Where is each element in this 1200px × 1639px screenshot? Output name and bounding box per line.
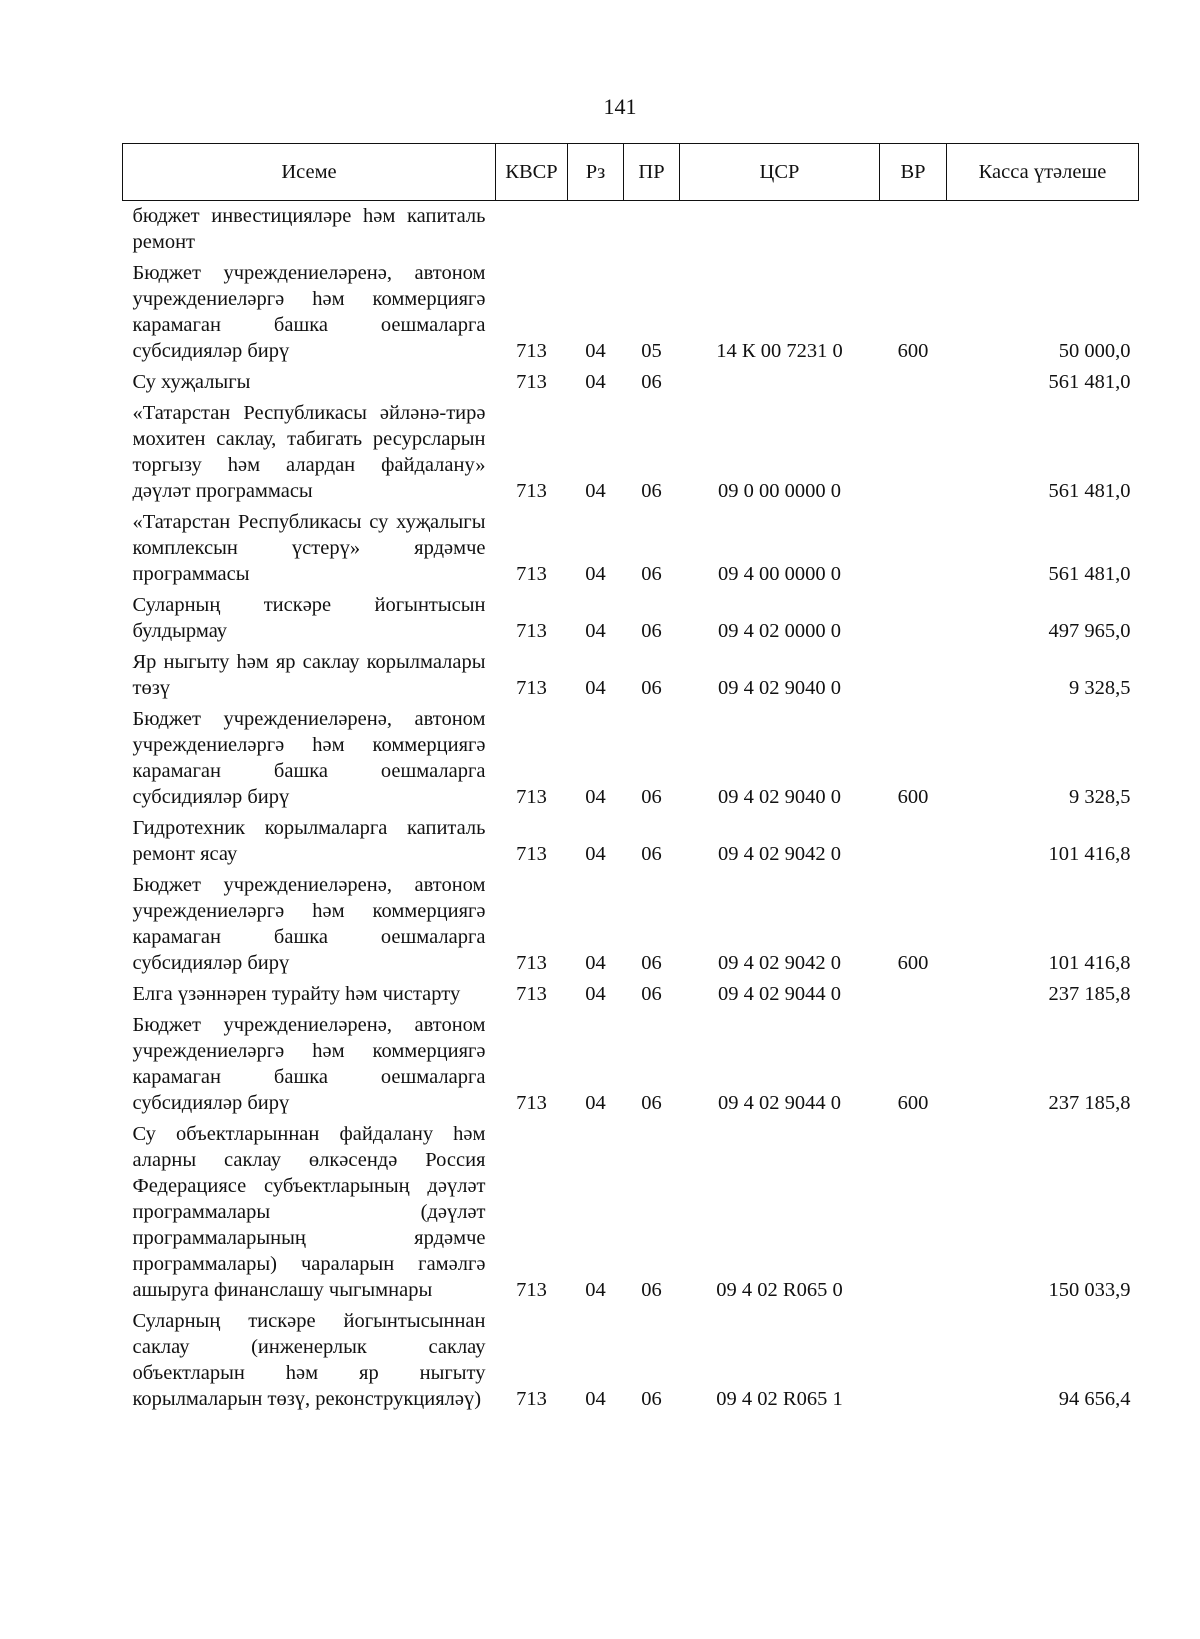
- header-vr: ВР: [880, 144, 947, 201]
- row-name: Бюджет учреждениеләренә, автоном учреждениеләргә һәм коммерциягә карамаган башка оешмаларга субсидияләр бирү: [132, 874, 486, 974]
- header-name: Исеме: [123, 144, 496, 201]
- row-pr: 06: [641, 563, 662, 585]
- row-name: «Татарстан Республикасы су хуҗалыгы комплексын үстерү» ярдәмче программасы: [132, 511, 486, 585]
- row-vr: [880, 590, 947, 647]
- row-kvsr: 713: [516, 480, 547, 502]
- table-header: [123, 144, 1139, 201]
- row-rz: 04: [585, 677, 606, 699]
- row-kvsr: 713: [516, 1388, 547, 1410]
- row-rz: 04: [585, 983, 606, 1005]
- row-pr: 06: [641, 1092, 662, 1114]
- table-row: [123, 1119, 1139, 1306]
- table-row: [123, 870, 1139, 979]
- table-row: [123, 704, 1139, 813]
- row-name: Яр ныгыту һәм яр саклау корылмалары төзү: [132, 651, 486, 699]
- header-kvsr: КВСР: [496, 144, 568, 201]
- row-name: Су объектларыннан файдалану һәм аларны саклау өлкәсендә Россия Федерациясе субъектларының дәүләт программалары (дәүләт программаларының ярдәмче программалары) чараларын гамәлгә ашыруга финанслашу чыгымнары: [132, 1123, 486, 1301]
- row-kassa: [947, 201, 1139, 259]
- row-vr: 600: [897, 786, 929, 808]
- row-name: Су хуҗалыгы: [132, 371, 251, 393]
- row-pr: 06: [641, 983, 662, 1005]
- row-rz: 04: [585, 371, 606, 393]
- row-vr: [880, 398, 947, 507]
- row-kassa: 150 033,9: [1048, 1279, 1131, 1301]
- row-rz: [568, 201, 624, 259]
- table-row: [123, 398, 1139, 507]
- row-tsr: 09 4 02 9042 0: [718, 843, 841, 865]
- row-tsr: 09 4 02 9042 0: [718, 952, 841, 974]
- row-tsr: [680, 201, 880, 259]
- row-tsr: 09 4 02 9040 0: [718, 677, 841, 699]
- row-rz: 04: [585, 563, 606, 585]
- row-tsr: 09 4 02 0000 0: [718, 620, 841, 642]
- row-pr: 06: [641, 1388, 662, 1410]
- header-kassa: Касса үтәлеше: [947, 144, 1139, 201]
- row-kvsr: 713: [516, 843, 547, 865]
- row-rz: 04: [585, 480, 606, 502]
- row-pr: 06: [641, 371, 662, 393]
- row-kvsr: 713: [516, 952, 547, 974]
- budget-table: [122, 143, 1139, 1415]
- table-row: [123, 367, 1139, 398]
- row-rz: 04: [585, 620, 606, 642]
- row-kassa: 561 481,0: [1048, 480, 1131, 502]
- row-tsr: 09 4 00 0000 0: [718, 563, 841, 585]
- row-name: Бюджет учреждениеләренә, автоном учреждениеләргә һәм коммерциягә карамаган башка оешмаларга субсидияләр бирү: [132, 708, 486, 808]
- row-kassa: 497 965,0: [1048, 620, 1131, 642]
- row-kassa: 237 185,8: [1048, 983, 1131, 1005]
- row-rz: 04: [585, 952, 606, 974]
- row-kvsr: 713: [516, 677, 547, 699]
- row-kvsr: 713: [516, 1279, 547, 1301]
- row-kvsr: [496, 201, 568, 259]
- table-row: [123, 647, 1139, 704]
- row-name: Елга үзәннәрен турайту һәм чистарту: [132, 983, 461, 1005]
- row-kassa: 237 185,8: [1048, 1092, 1131, 1114]
- table-row: [123, 507, 1139, 590]
- table-row: [123, 813, 1139, 870]
- row-rz: 04: [585, 1279, 606, 1301]
- row-pr: 06: [641, 620, 662, 642]
- row-kassa: 101 416,8: [1048, 952, 1131, 974]
- row-tsr: 14 К 00 7231 0: [716, 340, 843, 362]
- row-vr: [880, 507, 947, 590]
- row-name: Бюджет учреждениеләренә, автоном учреждениеләргә һәм коммерциягә карамаган башка оешмаларга субсидияләр бирү: [132, 1014, 486, 1114]
- row-kvsr: 713: [516, 340, 547, 362]
- row-pr: 06: [641, 677, 662, 699]
- table-row: [123, 590, 1139, 647]
- row-tsr: [680, 367, 880, 398]
- row-vr: [880, 1119, 947, 1306]
- row-pr: 06: [641, 1279, 662, 1301]
- table-row: [123, 1010, 1139, 1119]
- table-body: [123, 201, 1139, 1416]
- row-kvsr: 713: [516, 620, 547, 642]
- row-tsr: 09 4 02 9044 0: [718, 983, 841, 1005]
- row-name: Суларның тискәре йогынтысын булдырмау: [132, 594, 486, 642]
- row-kassa: 561 481,0: [1048, 563, 1131, 585]
- row-vr: [880, 979, 947, 1010]
- table-row: [123, 1306, 1139, 1415]
- row-name: Бюджет учреждениеләренә, автоном учреждениеләргә һәм коммерциягә карамаган башка оешмаларга субсидияләр бирү: [132, 262, 486, 362]
- row-name: Гидротехник корылмаларга капиталь ремонт ясау: [132, 817, 486, 865]
- row-vr: [880, 367, 947, 398]
- row-pr: 06: [641, 952, 662, 974]
- row-kassa: 9 328,5: [1069, 786, 1131, 808]
- row-pr: 06: [641, 843, 662, 865]
- row-rz: 04: [585, 843, 606, 865]
- row-kvsr: 713: [516, 786, 547, 808]
- row-vr: 600: [897, 952, 929, 974]
- row-vr: [880, 201, 947, 259]
- header-tsr: ЦСР: [680, 144, 880, 201]
- row-kassa: 561 481,0: [1048, 371, 1131, 393]
- row-name: Суларның тискәре йогынтысыннан саклау (инженерлык саклау объектларын һәм яр ныгыту корылмаларын төзү, реконструкцияләү): [132, 1310, 486, 1410]
- row-tsr: 09 0 00 0000 0: [718, 480, 841, 502]
- row-vr: [880, 647, 947, 704]
- table-row: [123, 979, 1139, 1010]
- row-kvsr: 713: [516, 563, 547, 585]
- row-kvsr: 713: [516, 371, 547, 393]
- row-name: «Татарстан Республикасы әйләнә-тирә мохитен саклау, табигать ресурсларын торгызу һәм алардан файдалану» дәүләт программасы: [132, 402, 486, 502]
- row-vr: 600: [897, 340, 929, 362]
- header-rz: Рз: [568, 144, 624, 201]
- row-pr: 05: [641, 340, 662, 362]
- row-kassa: 9 328,5: [1069, 677, 1131, 699]
- header-pr: ПР: [624, 144, 680, 201]
- row-rz: 04: [585, 1092, 606, 1114]
- row-kassa: 94 656,4: [1058, 1388, 1131, 1410]
- row-rz: 04: [585, 340, 606, 362]
- row-tsr: 09 4 02 9040 0: [718, 786, 841, 808]
- row-vr: [880, 1306, 947, 1415]
- row-kvsr: 713: [516, 1092, 547, 1114]
- row-pr: 06: [641, 786, 662, 808]
- table-row: [123, 201, 1139, 259]
- row-name: бюджет инвестицияләре һәм капиталь ремонт: [132, 205, 486, 253]
- row-kassa: 101 416,8: [1048, 843, 1131, 865]
- row-vr: [880, 813, 947, 870]
- page-number: 141: [603, 94, 637, 119]
- row-pr: [624, 201, 680, 259]
- row-vr: 600: [897, 1092, 929, 1114]
- row-kassa: 50 000,0: [1058, 340, 1131, 362]
- row-pr: 06: [641, 480, 662, 502]
- row-rz: 04: [585, 1388, 606, 1410]
- row-tsr: 09 4 02 R065 1: [716, 1388, 843, 1410]
- row-rz: 04: [585, 786, 606, 808]
- row-tsr: 09 4 02 9044 0: [718, 1092, 841, 1114]
- table-row: [123, 258, 1139, 367]
- row-kvsr: 713: [516, 983, 547, 1005]
- row-tsr: 09 4 02 R065 0: [716, 1279, 843, 1301]
